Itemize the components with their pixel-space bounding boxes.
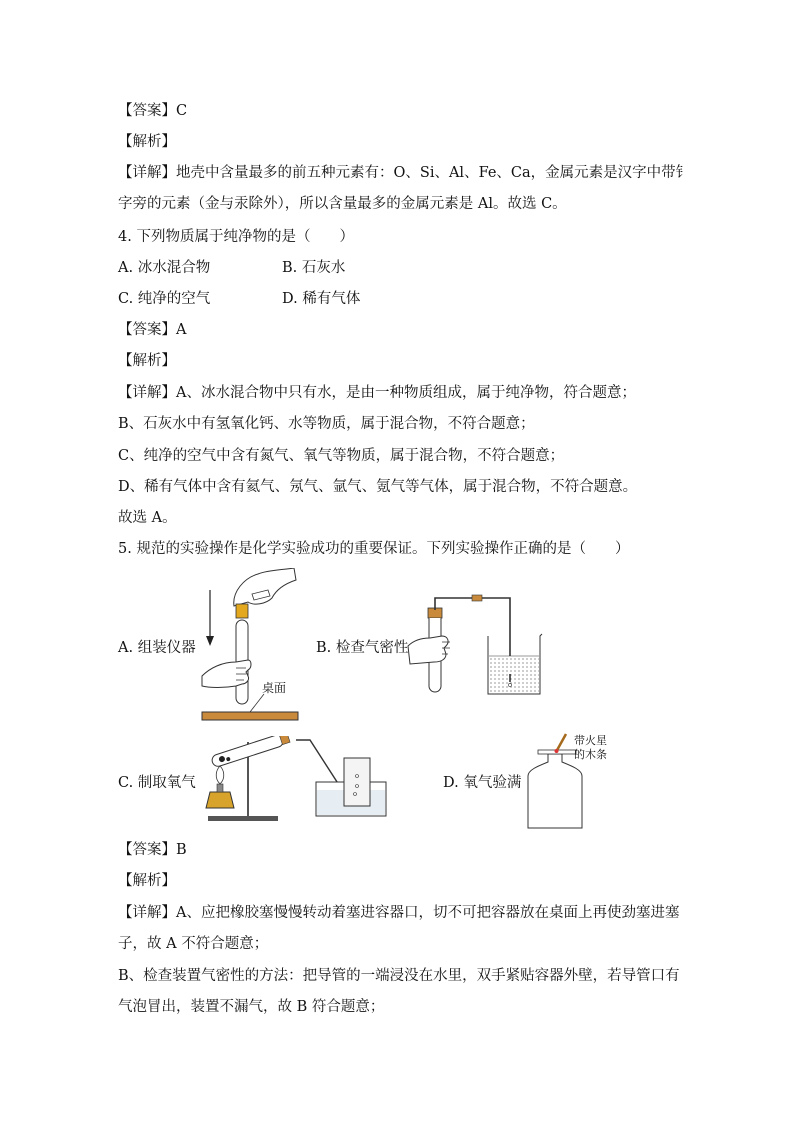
q4-option-b: B. 石灰水: [282, 260, 346, 276]
q5-stem: 5. 规范的实验操作是化学实验成功的重要保证。下列实验操作正确的是（ ）: [118, 541, 630, 557]
q5-detail-line-1: 【详解】A、应把橡胶塞慢慢转动着塞进容器口，切不可把容器放在桌面上再使劲塞进塞: [118, 905, 680, 921]
q4-detail-line-2: B、石灰水中有氢氧化钙、水等物质，属于混合物，不符合题意；: [118, 416, 535, 432]
q4-detail-line-3: C、纯净的空气中含有氮气、氧气等物质，属于混合物，不符合题意；: [118, 448, 565, 464]
splint-label-line-1: 带火星: [574, 734, 607, 747]
splint-label-line-2: 的木条: [574, 748, 607, 761]
q3-detail-line-2: 字旁的元素（金与汞除外），所以含量最多的金属元素是 Al。故选 C。: [118, 196, 567, 212]
q5-answer: 【答案】B: [118, 842, 187, 858]
q5-option-d-label: D. 氧气验满: [443, 775, 522, 791]
table-label: 桌面: [262, 681, 287, 695]
q4-detail-line-5: 故选 A。: [118, 510, 177, 526]
q3-answer: 【答案】C: [118, 103, 188, 119]
q4-stem: 4. 下列物质属于纯净物的是（ ）: [118, 229, 354, 245]
downward-arrow-icon: [206, 590, 214, 646]
q4-option-a: A. 冰水混合物: [118, 260, 211, 276]
q5-detail-line-2: 子，故 A 不符合题意；: [118, 936, 269, 952]
q4-detail-line-4: D、稀有气体中含有氦气、氖气、氩气、氪气等气体，属于混合物，不符合题意。: [118, 479, 638, 495]
figure-b-airtightness-check: [406, 590, 546, 702]
q5-option-b-label: B. 检查气密性: [316, 640, 409, 656]
q4-analysis-heading: 【解析】: [118, 353, 176, 369]
figure-c-oxygen-preparation: [200, 736, 390, 824]
figure-d-oxygen-full-check: [518, 732, 648, 830]
q4-answer: 【答案】A: [118, 322, 187, 338]
q3-analysis-heading: 【解析】: [118, 134, 176, 150]
q5-option-a-label: A. 组装仪器: [118, 640, 196, 656]
q5-analysis-heading: 【解析】: [118, 873, 176, 889]
q4-detail-line-1: 【详解】A、冰水混合物中只有水，是由一种物质组成，属于纯净物，符合题意；: [118, 385, 636, 401]
q5-detail-line-4: 气泡冒出，装置不漏气，故 B 符合题意；: [118, 999, 385, 1015]
q3-detail-line-1: 【详解】地壳中含量最多的前五种元素有：O、Si、Al、Fe、Ca，金属元素是汉字中带钅: [118, 165, 691, 181]
figure-a-assemble-apparatus: [196, 568, 300, 726]
q5-detail-line-3: B、检查装置气密性的方法：把导管的一端浸没在水里，双手紧贴容器外壁，若导管口有: [118, 968, 680, 984]
q4-option-c: C. 纯净的空气: [118, 291, 211, 307]
q5-option-c-label: C. 制取氧气: [118, 775, 196, 791]
q4-option-d: D. 稀有气体: [282, 291, 361, 307]
